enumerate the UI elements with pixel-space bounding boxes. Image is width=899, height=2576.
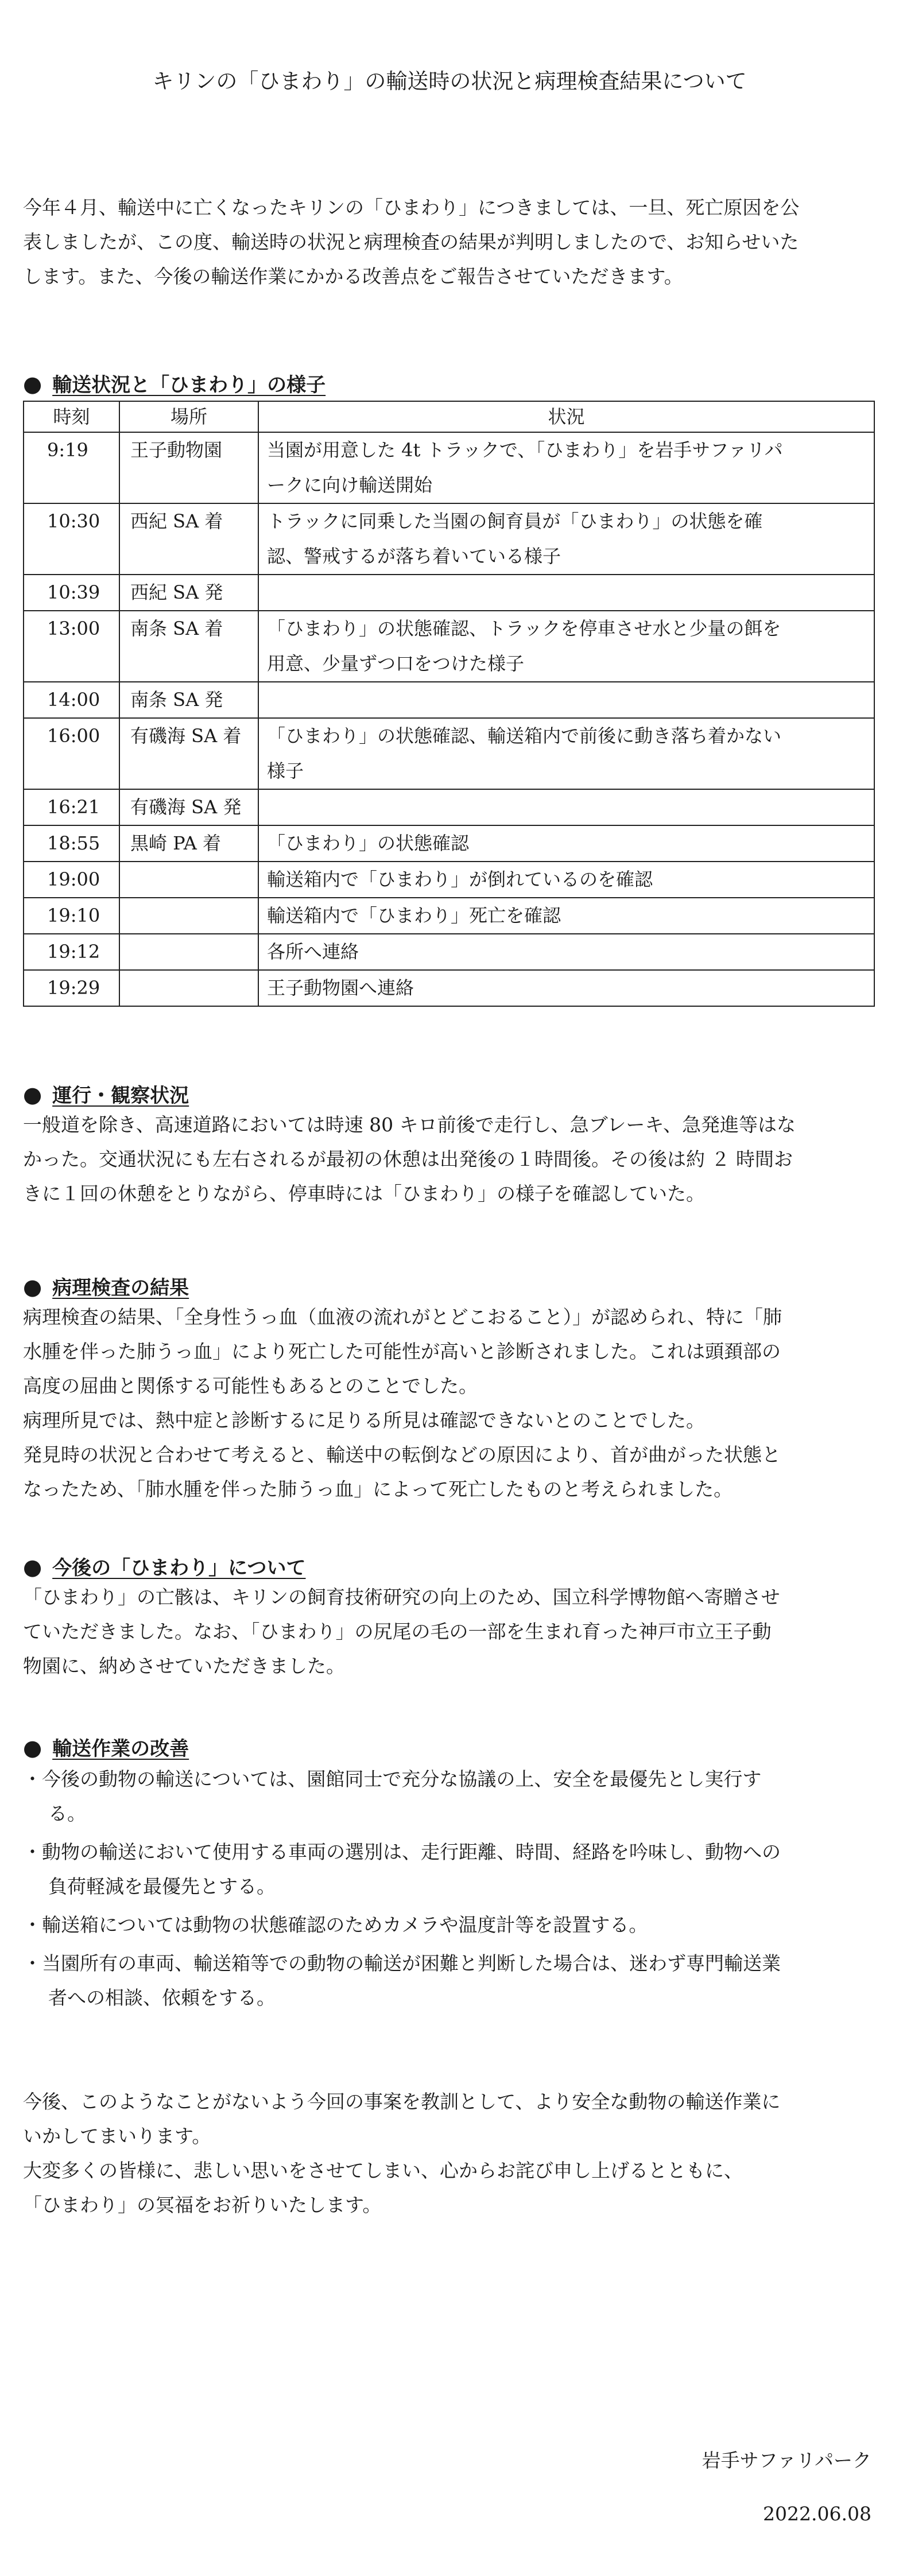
bullet-icon: ● [23, 1081, 42, 1107]
status-cell: 「ひまわり」の状態確認 [258, 825, 874, 862]
table-row [24, 575, 874, 611]
bullet-icon: ● [23, 1735, 42, 1760]
table-header-row [24, 401, 874, 432]
section-heading-pathology [23, 1273, 189, 1302]
list-item: ・輸送箱については動物の状態確認のためカメラや温度計等を設置する。 [23, 1914, 648, 1936]
signature-date: 2022.06.08 [763, 2503, 871, 2525]
table-row [24, 934, 874, 970]
status-cell: トラックに同乗した当園の飼育員が「ひまわり」の状態を確 認、警戒するが落ち着いている様子 [258, 503, 874, 575]
place-cell: 南条 SA 着 [119, 611, 258, 682]
table-row [24, 970, 874, 1006]
table-row [24, 862, 874, 898]
table-row [24, 432, 874, 503]
pathology-paragraph: 病理検査の結果、「全身性うっ血（血液の流れがとどこおること）」が認められ、特に「肺 水腫を伴った肺うっ血」により死亡した可能性が高いと診断されました。これは頭頚部の 高度の屈曲と関係する可能性もあるとのことでした。 病理所見では、熱中症と診断するに足りる所見は確認できないとのことでした。 発見時の状況と合わせて考えると、輸送中の転倒などの原因により、首が曲がった状態と なったため、「肺水腫を伴った肺うっ血」によって死亡したものと考えられました。 [23, 1306, 782, 1500]
heading-text: 輸送状況と「ひまわり」の様子 [52, 374, 326, 397]
status-cell: 当園が用意した 4t トラックで、「ひまわり」を岩手サファリパ ークに向け輸送開始 [258, 432, 874, 503]
operation-paragraph: 一般道を除き、高速道路においては時速 80 キロ前後で走行し、急ブレーキ、急発進等はな かった。交通状況にも左右されるが最初の休憩は出発後の１時間後。その後は約 ２ 時間お きに１回の休憩をとりながら、停車時には「ひまわり」の様子を確認していた。 [23, 1114, 796, 1205]
column-header-place: 場所 [119, 401, 258, 432]
section-heading-improvement [23, 1733, 189, 1763]
time-cell: 9:19 [24, 432, 119, 503]
transport-schedule-table [23, 401, 875, 1007]
status-cell [258, 789, 874, 825]
bullet-icon: ● [23, 1554, 42, 1580]
time-cell: 13:00 [24, 611, 119, 682]
future-paragraph: 「ひまわり」の亡骸は、キリンの飼育技術研究の向上のため、国立科学博物館へ寄贈させ ていただきました。なお、「ひまわり」の尻尾の毛の一部を生まれ育った神戸市立王子動 物園に、納めさせていただきました。 [23, 1586, 780, 1677]
heading-text: 今後の「ひまわり」について [52, 1557, 306, 1580]
time-cell: 14:00 [24, 682, 119, 718]
time-cell: 10:39 [24, 575, 119, 611]
place-cell: 有磯海 SA 着 [119, 718, 258, 789]
place-cell: 王子動物園 [119, 432, 258, 503]
time-cell: 19:00 [24, 862, 119, 898]
heading-text: 運行・観察状況 [52, 1084, 189, 1107]
page-title: キリンの「ひまわり」の輸送時の状況と病理検査結果について [152, 69, 747, 94]
table-body [24, 432, 874, 1006]
place-cell [119, 898, 258, 934]
place-cell: 西紀 SA 着 [119, 503, 258, 575]
status-cell: 「ひまわり」の状態確認、トラックを停車させ水と少量の餌を 用意、少量ずつ口をつけた様子 [258, 611, 874, 682]
status-cell [258, 575, 874, 611]
bullet-icon: ● [23, 1274, 42, 1299]
section-heading-operation [23, 1080, 189, 1110]
time-cell: 16:21 [24, 789, 119, 825]
list-item: ・当園所有の車両、輸送箱等での動物の輸送が困難と判断した場合は、迷わず専門輸送業 者への相談、依頼をする。 [23, 1952, 781, 2009]
place-cell [119, 934, 258, 970]
closing-paragraph: 今後、このようなことがないよう今回の事案を教訓として、より安全な動物の輸送作業に いかしてまいります。 大変多くの皆様に、悲しい思いをさせてしまい、心からお詫び申し上げるとともに、 「ひまわり」の冥福をお祈りいたします。 [23, 2090, 781, 2216]
status-cell: 輸送箱内で「ひまわり」死亡を確認 [258, 898, 874, 934]
status-cell: 「ひまわり」の状態確認、輸送箱内で前後に動き落ち着かない 様子 [258, 718, 874, 789]
table-row [24, 682, 874, 718]
table-row [24, 898, 874, 934]
section-heading-future [23, 1553, 306, 1582]
time-cell: 19:29 [24, 970, 119, 1006]
table-row [24, 503, 874, 575]
section-heading-transport [23, 370, 326, 399]
time-cell: 16:00 [24, 718, 119, 789]
place-cell [119, 970, 258, 1006]
place-cell: 黒崎 PA 着 [119, 825, 258, 862]
table-row [24, 611, 874, 682]
bullet-icon: ● [23, 371, 42, 397]
list-item: ・今後の動物の輸送については、園館同士で充分な協議の上、安全を最優先とし実行す る。 [23, 1768, 762, 1825]
column-header-status: 状況 [258, 401, 874, 432]
intro-paragraph: 今年４月、輸送中に亡くなったキリンの「ひまわり」につきましては、一旦、死亡原因を公 表しましたが、この度、輸送時の状況と病理検査の結果が判明しましたので、お知らせいた します。また、今後の輸送作業にかかる改善点をご報告させていただきます。 [23, 196, 800, 288]
status-cell: 王子動物園へ連絡 [258, 970, 874, 1006]
status-cell: 各所へ連絡 [258, 934, 874, 970]
signature-organization: 岩手サファリパーク [702, 2449, 871, 2472]
heading-text: 病理検査の結果 [52, 1277, 189, 1299]
status-cell: 輸送箱内で「ひまわり」が倒れているのを確認 [258, 862, 874, 898]
table-row [24, 825, 874, 862]
table-row [24, 789, 874, 825]
place-cell [119, 862, 258, 898]
improvement-list [23, 1762, 878, 2019]
place-cell: 南条 SA 発 [119, 682, 258, 718]
time-cell: 18:55 [24, 825, 119, 862]
table-row [24, 718, 874, 789]
place-cell: 有磯海 SA 発 [119, 789, 258, 825]
status-cell [258, 682, 874, 718]
time-cell: 19:12 [24, 934, 119, 970]
time-cell: 19:10 [24, 898, 119, 934]
list-item: ・動物の輸送において使用する車両の選別は、走行距離、時間、経路を吟味し、動物への 負荷軽減を最優先とする。 [23, 1841, 781, 1898]
column-header-time: 時刻 [24, 401, 119, 432]
heading-text: 輸送作業の改善 [52, 1737, 189, 1760]
place-cell: 西紀 SA 発 [119, 575, 258, 611]
time-cell: 10:30 [24, 503, 119, 575]
